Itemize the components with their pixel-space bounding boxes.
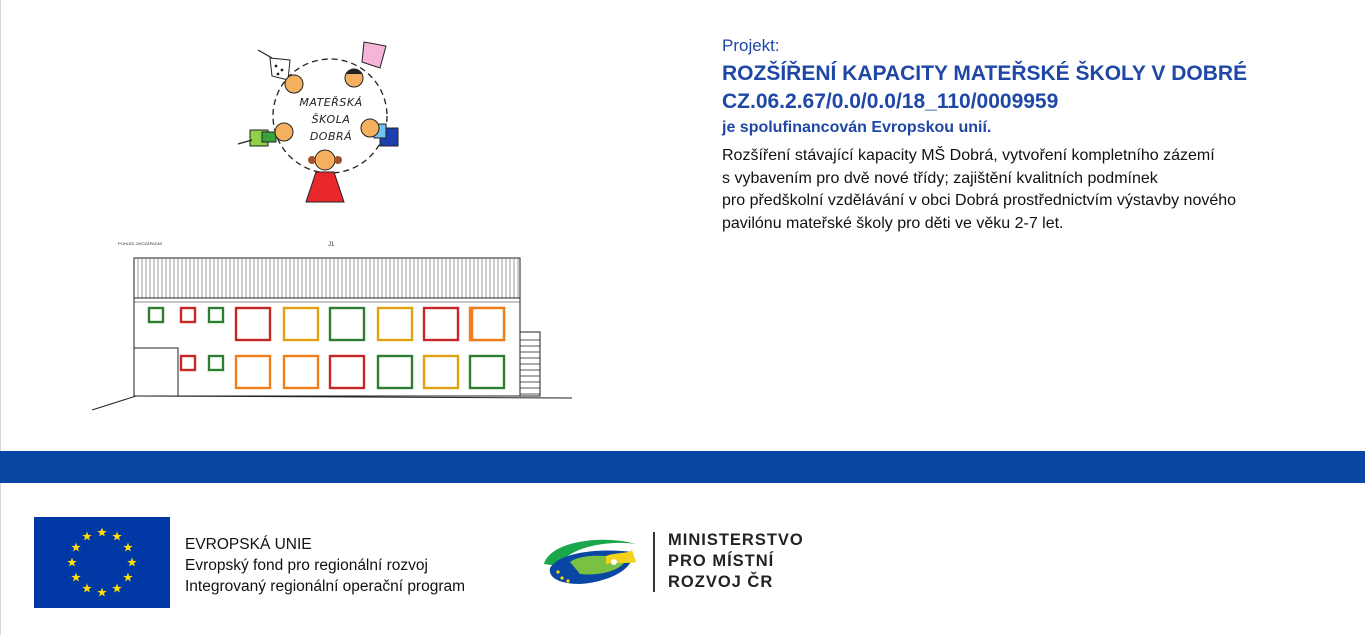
ministry-text-block — [668, 530, 804, 593]
page-left-border — [0, 0, 1, 635]
logo-line-1: MATEŘSKÁ — [299, 96, 363, 109]
facade-window — [472, 308, 504, 340]
blue-divider-band — [0, 451, 1365, 483]
elevation-view-label: POHLED JIHOZÁPADNÍ — [118, 241, 162, 246]
facade-window — [181, 308, 195, 322]
ministry-line-1: MINISTERSTVO — [668, 531, 804, 549]
description-line-4: pavilónu mateřské školy pro děti ve věku 2-7 let. — [722, 214, 1064, 232]
building-elevation-drawing — [88, 236, 578, 416]
facade-window — [209, 308, 223, 322]
elevation-axis-label: J1 — [328, 242, 335, 248]
description-line-1: Rozšíření stávající kapacity MŠ Dobrá, vytvoření kompletního zázemí — [722, 147, 1215, 164]
facade-window — [330, 356, 364, 388]
facade-window — [424, 356, 458, 388]
facade-window — [378, 308, 412, 340]
facade-window — [209, 356, 223, 370]
ministry-separator — [653, 532, 655, 592]
facade-window — [236, 356, 270, 388]
facade-window — [378, 356, 412, 388]
eu-text-block — [185, 534, 465, 597]
eu-line-2: Evropský fond pro regionální rozvoj — [185, 557, 428, 574]
facade-window — [181, 356, 195, 370]
description-line-3: pro předškolní vzdělávání v obci Dobrá prostřednictvím výstavby nového — [722, 192, 1237, 209]
cofinanced-note: je spolufinancován Evropskou unií. — [722, 119, 992, 136]
logo-line-2: ŠKOLA — [311, 113, 351, 126]
ministry-line-2: PRO MÍSTNÍ — [668, 552, 775, 570]
facade-window — [284, 356, 318, 388]
ministry-logo-icon — [540, 532, 640, 594]
facade-window — [330, 308, 364, 340]
facade-window — [424, 308, 458, 340]
ministry-line-3: ROZVOJ ČR — [668, 573, 774, 591]
facade-window — [470, 356, 504, 388]
facade-window — [149, 308, 163, 322]
eu-line-1: EVROPSKÁ UNIE — [185, 536, 312, 553]
project-code: CZ.06.2.67/0.0/0.0/18_110/0009959 — [722, 90, 1059, 113]
project-info — [722, 36, 1342, 235]
school-logo-text — [291, 94, 371, 145]
eu-line-3: Integrovaný regionální operační program — [185, 578, 466, 595]
project-title: ROZŠÍŘENÍ KAPACITY MATEŘSKÉ ŠKOLY V DOBRÉ — [722, 62, 1248, 85]
logo-line-3: DOBRÁ — [309, 130, 353, 143]
facade-window — [284, 308, 318, 340]
project-label: Projekt: — [722, 36, 780, 55]
facade-window — [236, 308, 270, 340]
project-description — [722, 145, 1342, 235]
eu-flag-icon — [34, 517, 170, 608]
description-line-2: s vybavením pro dvě nové třídy; zajištění kvalitních podmínek — [722, 169, 1158, 187]
